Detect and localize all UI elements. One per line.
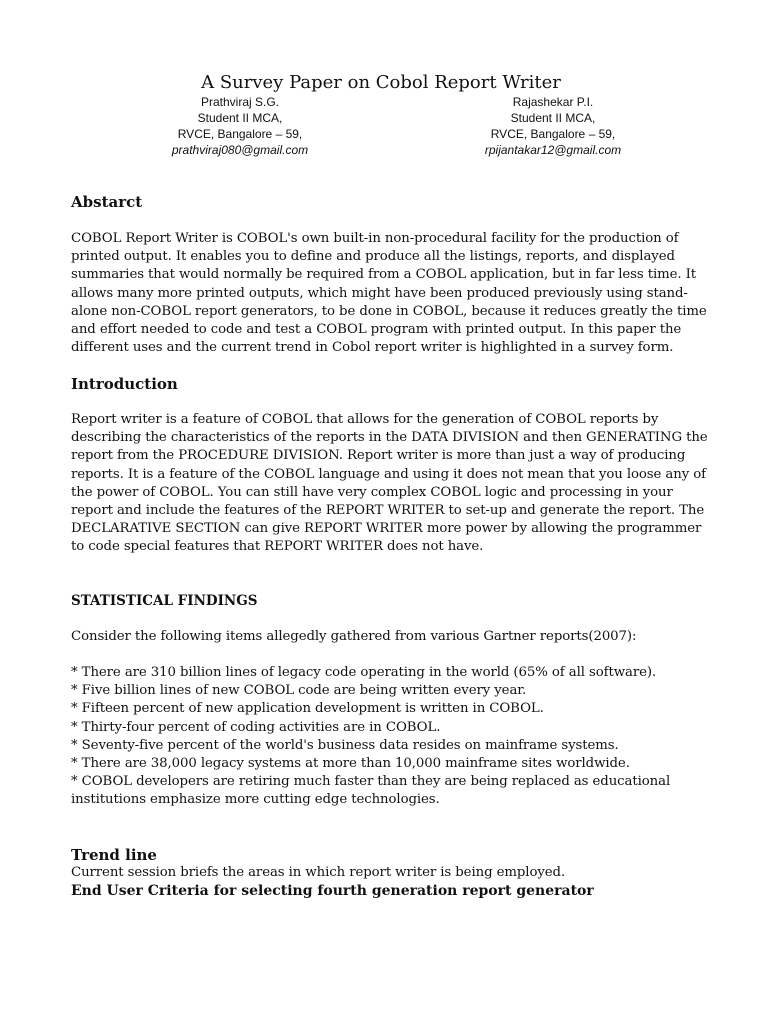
author-role: Student II MCA, <box>510 111 596 125</box>
author-email: rpijantakar12@gmail.com <box>484 143 622 157</box>
author-affiliation: RVCE, Bangalore – 59, <box>490 127 616 141</box>
list-item: institutions emphasize more cutting edge technologies. <box>71 792 440 808</box>
text-line: report and include the features of the REPORT WRITER to set-up and generate the report. The <box>71 503 705 519</box>
author-block-2 <box>433 94 673 158</box>
text-line: and effort needed to code and test a COBOL program with printed output. In this paper the <box>71 322 682 338</box>
end-user-criteria-heading: End User Criteria for selecting fourth generation report generator <box>71 883 594 899</box>
trend-line-text <box>71 864 711 882</box>
text-line: COBOL Report Writer is COBOL's own built-in non-procedural facility for the production of <box>71 231 679 246</box>
text-line: describing the characteristics of the reports in the DATA DIVISION and then GENERATING the <box>71 430 708 446</box>
text-line: report from the PROCEDURE DIVISION. Report writer is more than just a way of producing <box>71 448 686 464</box>
abstract-body <box>71 230 711 357</box>
list-item: * Seventy-five percent of the world's business data resides on mainframe systems. <box>71 737 619 753</box>
list-item: * There are 38,000 legacy systems at more than 10,000 mainframe sites worldwide. <box>71 756 630 772</box>
author-name: Prathviraj S.G. <box>200 95 280 109</box>
text-line: Consider the following items allegedly gathered from various Gartner reports(2007): <box>71 629 637 644</box>
statistical-intro <box>71 628 711 646</box>
author-name: Rajashekar P.I. <box>512 95 594 109</box>
text-line: alone non-COBOL report generators, to be done in COBOL, because it reduces greatly the time <box>71 303 707 319</box>
author-affiliation: RVCE, Bangalore – 59, <box>177 127 303 141</box>
list-item: * Fifteen percent of new application development is written in COBOL. <box>71 701 544 717</box>
abstract-heading: Abstarct <box>71 193 143 211</box>
introduction-heading: Introduction <box>71 375 178 393</box>
text-line: Report writer is a feature of COBOL that allows for the generation of COBOL reports by <box>71 412 659 427</box>
text-line: printed output. It enables you to define and produce all the listings, reports, and displayed <box>71 249 675 265</box>
list-item: * Five billion lines of new COBOL code are being written every year. <box>71 683 527 699</box>
author-email: prathviraj080@gmail.com <box>171 143 309 157</box>
text-line: Current session briefs the areas in which report writer is being employed. <box>71 865 566 880</box>
author-role: Student II MCA, <box>197 111 283 125</box>
paper-title: A Survey Paper on Cobol Report Writer <box>201 72 561 93</box>
text-line: to code special features that REPORT WRITER does not have. <box>71 539 484 555</box>
list-item: * Thirty-four percent of coding activities are in COBOL. <box>71 719 441 735</box>
text-line: the power of COBOL. You can still have very complex COBOL logic and processing in your <box>71 484 673 500</box>
text-line: different uses and the current trend in Cobol report writer is highlighted in a survey form. <box>71 340 674 356</box>
list-item: * COBOL developers are retiring much faster than they are being replaced as educational <box>71 774 671 790</box>
text-line: reports. It is a feature of the COBOL language and using it does not mean that you loose any of <box>71 466 706 482</box>
list-item: * There are 310 billion lines of legacy code operating in the world (65% of all software). <box>71 665 657 680</box>
text-line: summaries that would normally be required from a COBOL application, but in far less time. It <box>71 267 697 283</box>
introduction-body <box>71 411 711 557</box>
trend-line-heading: Trend line <box>71 846 157 864</box>
text-line: DECLARATIVE SECTION can give REPORT WRITER more power by allowing the programmer <box>71 521 702 537</box>
text-line: allows many more printed outputs, which might have been produced previously using stand- <box>71 285 688 301</box>
statistical-findings-heading: STATISTICAL FINDINGS <box>71 593 258 609</box>
statistics-list <box>71 664 711 810</box>
author-block-1 <box>120 94 360 158</box>
